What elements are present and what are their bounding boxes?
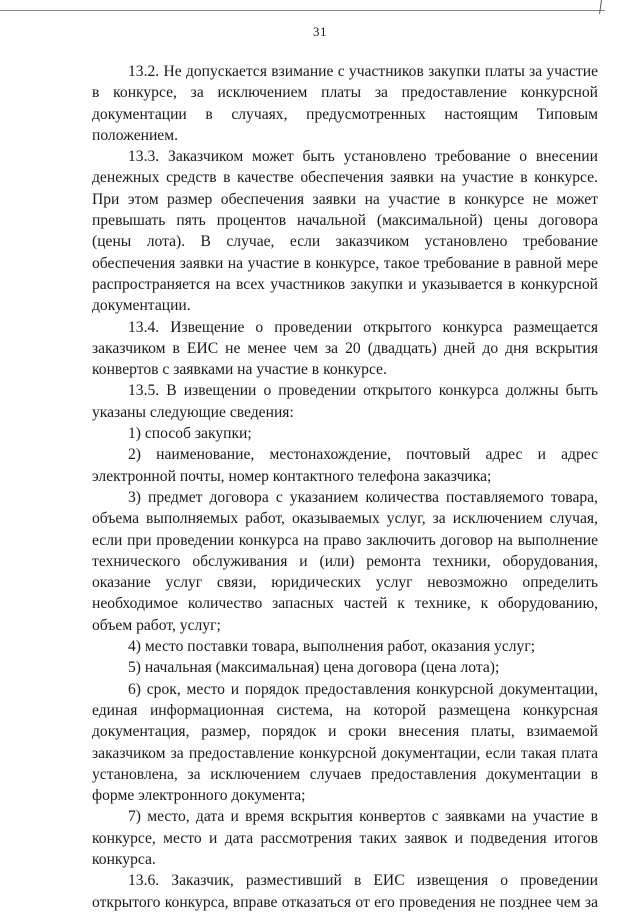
list-item-4: 4) место поставки товара, выполнения работ, оказания услуг;: [128, 638, 536, 656]
list-item-1: 1) способ закупки;: [128, 425, 252, 443]
paragraph-13-6: 13.6. Заказчик, разместивший в ЕИС извещения о проведении открытого конкурса, вправе отказаться от его проведения не позднее чем за: [92, 872, 598, 911]
list-item-3: 3) предмет договора с указанием количества поставляемого товара, объема выполняемых работ, оказываемых услуг, за исключением случая, если при проведении конкурса на право заключить договор на выполнение технического обслуживания и (или) ремонта техники, оборудования, оказание услуг связи, юридических услуг невозможно определить необходимое количество запасных частей к технике, к оборудованию, объем работ, услуг;: [92, 488, 598, 634]
list-item-6: 6) срок, место и порядок предоставления конкурсной документации, единая информационная система, на которой размещена конкурсная документация, размер, порядок и сроки внесения платы, взимаемой заказчиком за предоставление конкурсной документации, если такая плата установлена, за исключением случаев предоставления документации в форме электронного документа;: [92, 680, 598, 805]
document-body: [92, 61, 598, 913]
top-edge-line: [0, 10, 605, 11]
list-item-5: 5) начальная (максимальная) цена договора (цена лота);: [128, 659, 500, 677]
page-number: 31: [313, 24, 327, 39]
paragraph-13-2: 13.2. Не допускается взимание с участников закупки платы за участие в конкурсе, за исключением платы за предоставление конкурсной документации в случаях, предусмотренных настоящим Типовым положением.: [92, 63, 598, 144]
top-edge-mark: [599, 0, 602, 14]
paragraph-13-5: 13.5. В извещении о проведении открытого конкурса должны быть указаны следующие сведения:: [92, 382, 598, 421]
paragraph-13-4: 13.4. Извещение о проведении открытого конкурса размещается заказчиком в ЕИС не менее чем за 20 (двадцать) дней до дня вскрытия конвертов с заявками на участие в конкурсе.: [92, 318, 598, 379]
list-item-7: 7) место, дата и время вскрытия конвертов с заявками на участие в конкурсе, место и дата рассмотрения таких заявок и подведения итогов конкурса.: [92, 808, 598, 868]
paragraph-13-3: 13.3. Заказчиком может быть установлено требование о внесении денежных средств в качестве обеспечения заявки на участие в конкурсе. При этом размер обеспечения заявки на участие в конкурсе не может превышать пять процентов начальной (максимальной) цены договора (цены лота). В случае, если заказчиком установлено требование обеспечения заявки на участие в конкурсе, такое требование в равной мере распространяется на всех участников закупки и указывается в конкурсной документации.: [92, 148, 598, 315]
list-item-2: 2) наименование, местонахождение, почтовый адрес и адрес электронной почты, номер контактного телефона заказчика;: [92, 446, 598, 485]
